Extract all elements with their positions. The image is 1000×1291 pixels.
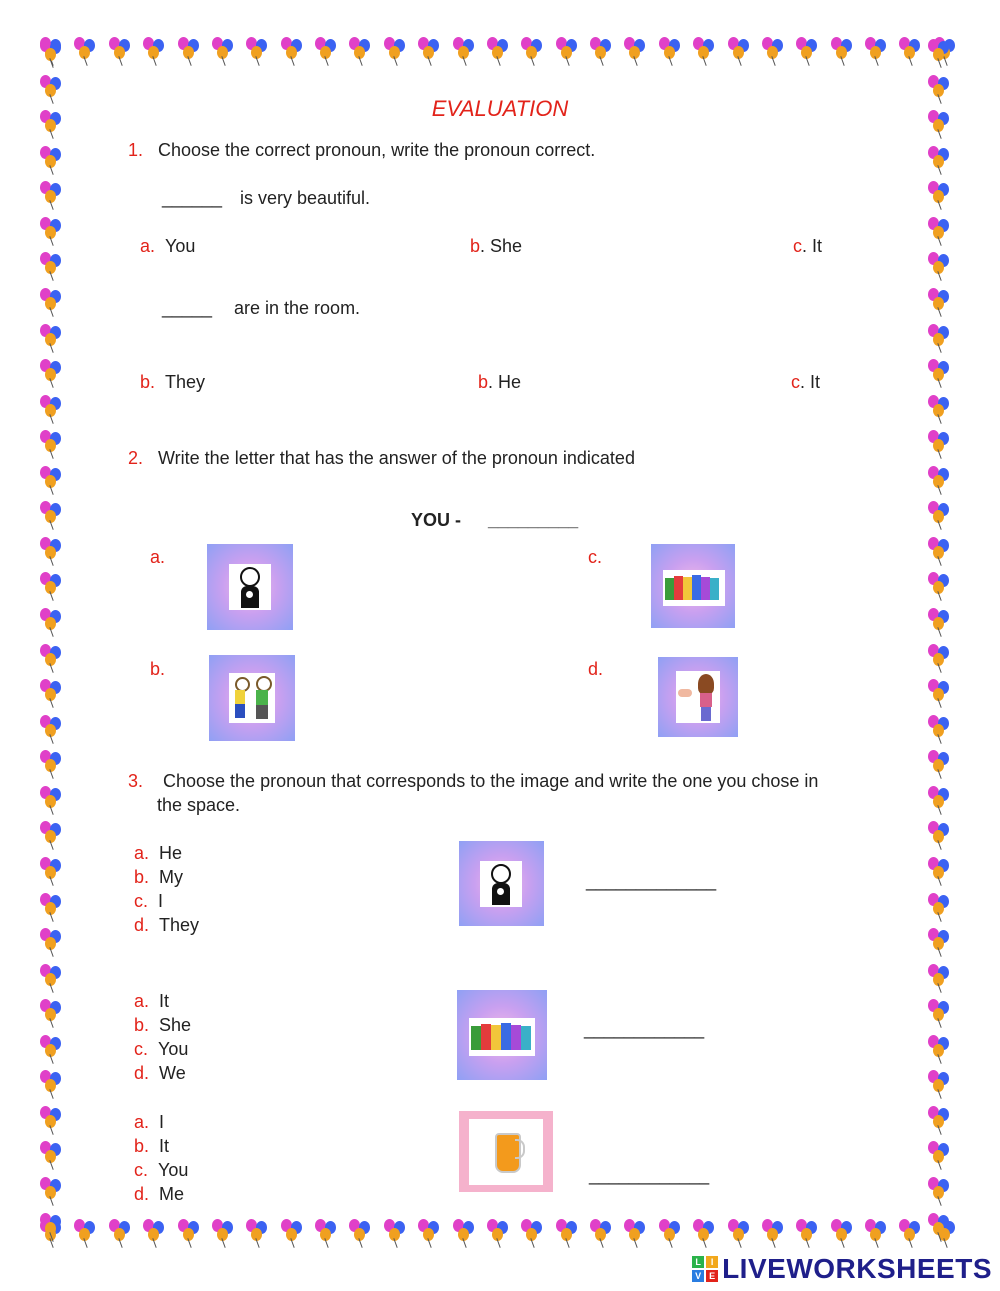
q2-option-b-letter: b. bbox=[150, 659, 166, 679]
balloon-icon bbox=[416, 36, 446, 66]
balloon-icon bbox=[382, 1218, 412, 1248]
balloon-icon bbox=[38, 927, 68, 957]
balloon-icon bbox=[107, 36, 137, 66]
self-pointing-person-icon bbox=[480, 861, 522, 907]
balloon-icon bbox=[726, 36, 756, 66]
balloon-icon bbox=[897, 36, 927, 66]
balloon-icon bbox=[38, 998, 68, 1028]
q3-g2-option-d[interactable]: d. We bbox=[134, 1063, 186, 1083]
balloon-icon bbox=[926, 500, 956, 530]
balloon-icon bbox=[926, 856, 956, 886]
group-of-children-icon bbox=[663, 570, 725, 606]
balloon-icon bbox=[897, 1218, 927, 1248]
balloon-icon bbox=[38, 963, 68, 993]
balloon-icon bbox=[244, 1218, 274, 1248]
q1-number: 1. bbox=[128, 140, 144, 160]
balloon-icon bbox=[38, 429, 68, 459]
balloon-icon bbox=[691, 1218, 721, 1248]
q2-option-a-letter: a. bbox=[150, 547, 166, 567]
balloon-icon bbox=[926, 892, 956, 922]
balloon-icon bbox=[926, 1176, 956, 1206]
logo-blocks: L I V E bbox=[692, 1256, 718, 1282]
q3-g3-image bbox=[459, 1111, 553, 1192]
q2-option-a-image[interactable] bbox=[207, 544, 293, 630]
balloon-icon bbox=[926, 358, 956, 388]
q1-s2-option-b[interactable]: b. He bbox=[478, 372, 522, 392]
balloon-icon bbox=[38, 323, 68, 353]
q3-g1-option-b[interactable]: b. My bbox=[134, 867, 184, 887]
q2-option-c-letter: c. bbox=[588, 547, 603, 567]
q1-s2-blank[interactable]: _____ bbox=[162, 298, 213, 318]
balloon-icon bbox=[279, 1218, 309, 1248]
balloon-icon bbox=[107, 1218, 137, 1248]
balloon-icon bbox=[38, 1140, 68, 1170]
self-pointing-person-icon bbox=[229, 564, 271, 610]
q3-g1-answer-blank[interactable]: _____________ bbox=[586, 871, 717, 891]
q2-instruction: Write the letter that has the answer of the pronoun indicated bbox=[158, 448, 635, 468]
q1-s1-option-c[interactable]: c. It bbox=[793, 236, 823, 256]
balloon-icon bbox=[347, 1218, 377, 1248]
left-balloon-border bbox=[38, 38, 72, 1242]
balloon-icon bbox=[926, 287, 956, 317]
balloon-icon bbox=[829, 36, 859, 66]
balloon-icon bbox=[926, 38, 956, 68]
balloon-icon bbox=[926, 714, 956, 744]
liveworksheets-logo bbox=[692, 1253, 992, 1285]
q1-s1-blank[interactable]: ______ bbox=[162, 188, 223, 208]
q3-g2-option-c[interactable]: c. You bbox=[134, 1039, 189, 1059]
balloon-icon bbox=[38, 358, 68, 388]
juice-pitcher-icon bbox=[469, 1119, 543, 1185]
balloon-icon bbox=[657, 36, 687, 66]
balloon-icon bbox=[829, 1218, 859, 1248]
group-of-children-icon bbox=[469, 1018, 535, 1056]
balloon-icon bbox=[519, 1218, 549, 1248]
q3-g3-option-c[interactable]: c. You bbox=[134, 1160, 189, 1180]
balloon-icon bbox=[926, 394, 956, 424]
balloon-icon bbox=[38, 678, 68, 708]
balloon-icon bbox=[347, 36, 377, 66]
balloon-icon bbox=[279, 36, 309, 66]
balloon-icon bbox=[72, 36, 102, 66]
balloon-icon bbox=[38, 856, 68, 886]
balloon-icon bbox=[38, 714, 68, 744]
balloon-icon bbox=[451, 36, 481, 66]
balloon-icon bbox=[451, 1218, 481, 1248]
top-balloon-border bbox=[38, 36, 962, 70]
balloon-icon bbox=[416, 1218, 446, 1248]
balloon-icon bbox=[926, 820, 956, 850]
q1-s2-text: are in the room. bbox=[234, 298, 361, 318]
balloon-icon bbox=[760, 1218, 790, 1248]
balloon-icon bbox=[38, 1176, 68, 1206]
balloon-icon bbox=[38, 785, 68, 815]
girl-being-pointed-at-icon bbox=[676, 671, 720, 723]
balloon-icon bbox=[926, 180, 956, 210]
balloon-icon bbox=[926, 429, 956, 459]
balloon-icon bbox=[926, 963, 956, 993]
balloon-icon bbox=[38, 394, 68, 424]
balloon-icon bbox=[863, 36, 893, 66]
balloon-icon bbox=[38, 536, 68, 566]
q3-g3-answer-blank[interactable]: ____________ bbox=[589, 1165, 710, 1185]
q3-g1-option-c[interactable]: c. I bbox=[134, 891, 164, 911]
q1-s2-option-c[interactable]: c. It bbox=[791, 372, 821, 392]
balloon-icon bbox=[926, 465, 956, 495]
balloon-icon bbox=[38, 38, 68, 68]
balloon-icon bbox=[38, 749, 68, 779]
balloon-icon bbox=[926, 607, 956, 637]
balloon-icon bbox=[210, 1218, 240, 1248]
balloon-icon bbox=[926, 571, 956, 601]
balloon-icon bbox=[760, 36, 790, 66]
balloon-icon bbox=[691, 36, 721, 66]
balloon-icon bbox=[926, 1140, 956, 1170]
q3-g3-option-a[interactable]: a. I bbox=[134, 1112, 165, 1132]
balloon-icon bbox=[176, 36, 206, 66]
q2-number: 2. bbox=[128, 448, 144, 468]
balloon-icon bbox=[588, 36, 618, 66]
balloon-icon bbox=[926, 216, 956, 246]
q3-g3-option-b[interactable]: b. It bbox=[134, 1136, 170, 1156]
q3-g1-option-d[interactable]: d. They bbox=[134, 915, 200, 935]
balloon-icon bbox=[926, 1105, 956, 1135]
q3-g3-option-d[interactable]: d. Me bbox=[134, 1184, 185, 1204]
balloon-icon bbox=[141, 1218, 171, 1248]
balloon-icon bbox=[926, 643, 956, 673]
q2-option-d-image[interactable] bbox=[658, 657, 738, 737]
balloon-icon bbox=[926, 1034, 956, 1064]
balloon-icon bbox=[926, 927, 956, 957]
right-balloon-border bbox=[926, 38, 960, 1242]
q3-number: 3. bbox=[128, 771, 144, 791]
balloon-icon bbox=[38, 1105, 68, 1135]
bottom-balloon-border bbox=[38, 1218, 962, 1252]
balloon-icon bbox=[38, 892, 68, 922]
balloon-icon bbox=[726, 1218, 756, 1248]
q1-s1-text: is very beautiful. bbox=[240, 188, 371, 208]
q3-g2-option-a[interactable]: a. It bbox=[134, 991, 170, 1011]
balloon-icon bbox=[926, 251, 956, 281]
balloon-icon bbox=[38, 820, 68, 850]
balloon-icon bbox=[926, 145, 956, 175]
balloon-icon bbox=[926, 1212, 956, 1242]
q2-option-d-letter: d. bbox=[588, 659, 604, 679]
balloon-icon bbox=[244, 36, 274, 66]
logo-text: LIVEWORKSHEETS bbox=[722, 1253, 992, 1284]
balloon-icon bbox=[588, 1218, 618, 1248]
balloon-icon bbox=[382, 36, 412, 66]
q3-g2-answer-blank[interactable]: ____________ bbox=[584, 1019, 705, 1039]
balloon-icon bbox=[38, 251, 68, 281]
balloon-icon bbox=[313, 1218, 343, 1248]
balloon-icon bbox=[72, 1218, 102, 1248]
balloon-icon bbox=[485, 1218, 515, 1248]
balloon-icon bbox=[657, 1218, 687, 1248]
q2-answer-blank[interactable]: _________ bbox=[488, 510, 579, 530]
balloon-icon bbox=[313, 36, 343, 66]
balloon-icon bbox=[794, 36, 824, 66]
balloon-icon bbox=[210, 36, 240, 66]
balloon-icon bbox=[38, 180, 68, 210]
balloon-icon bbox=[485, 36, 515, 66]
balloon-icon bbox=[38, 571, 68, 601]
balloon-icon bbox=[38, 1034, 68, 1064]
balloon-icon bbox=[863, 1218, 893, 1248]
balloon-icon bbox=[38, 1069, 68, 1099]
balloon-icon bbox=[926, 678, 956, 708]
boy-pointing-at-boy-icon bbox=[229, 673, 275, 723]
q3-g1-image bbox=[459, 841, 544, 926]
balloon-icon bbox=[38, 643, 68, 673]
balloon-icon bbox=[519, 36, 549, 66]
q3-instruction-line1: Choose the pronoun that corresponds to the image and write the one you chose in bbox=[163, 771, 819, 791]
balloon-icon bbox=[926, 536, 956, 566]
balloon-icon bbox=[38, 145, 68, 175]
balloon-icon bbox=[38, 607, 68, 637]
balloon-icon bbox=[926, 1069, 956, 1099]
balloon-icon bbox=[554, 1218, 584, 1248]
balloon-icon bbox=[554, 36, 584, 66]
balloon-icon bbox=[622, 36, 652, 66]
q3-g2-image bbox=[457, 990, 547, 1080]
page-title: EVALUATION bbox=[431, 96, 569, 121]
q2-option-b-image[interactable] bbox=[209, 655, 295, 741]
balloon-icon bbox=[622, 1218, 652, 1248]
balloon-icon bbox=[794, 1218, 824, 1248]
q2-prompt: YOU - bbox=[411, 510, 462, 530]
balloon-icon bbox=[926, 749, 956, 779]
q3-g2-option-b[interactable]: b. She bbox=[134, 1015, 192, 1035]
balloon-icon bbox=[38, 465, 68, 495]
balloon-icon bbox=[926, 785, 956, 815]
balloon-icon bbox=[926, 998, 956, 1028]
q2-option-c-image[interactable] bbox=[651, 544, 735, 628]
balloon-icon bbox=[38, 287, 68, 317]
balloon-icon bbox=[926, 323, 956, 353]
q1-s2-option-a[interactable]: b. They bbox=[140, 372, 206, 392]
q1-instruction: Choose the correct pronoun, write the pronoun correct. bbox=[158, 140, 596, 160]
balloon-icon bbox=[38, 216, 68, 246]
balloon-icon bbox=[176, 1218, 206, 1248]
balloon-icon bbox=[141, 36, 171, 66]
balloon-icon bbox=[38, 500, 68, 530]
q1-s1-option-b[interactable]: b. She bbox=[470, 236, 523, 256]
balloon-icon bbox=[38, 1212, 68, 1242]
q3-g1-option-a[interactable]: a. He bbox=[134, 843, 183, 863]
q3-instruction-line2: the space. bbox=[157, 795, 241, 815]
q1-s1-option-a[interactable]: a. You bbox=[140, 236, 196, 256]
